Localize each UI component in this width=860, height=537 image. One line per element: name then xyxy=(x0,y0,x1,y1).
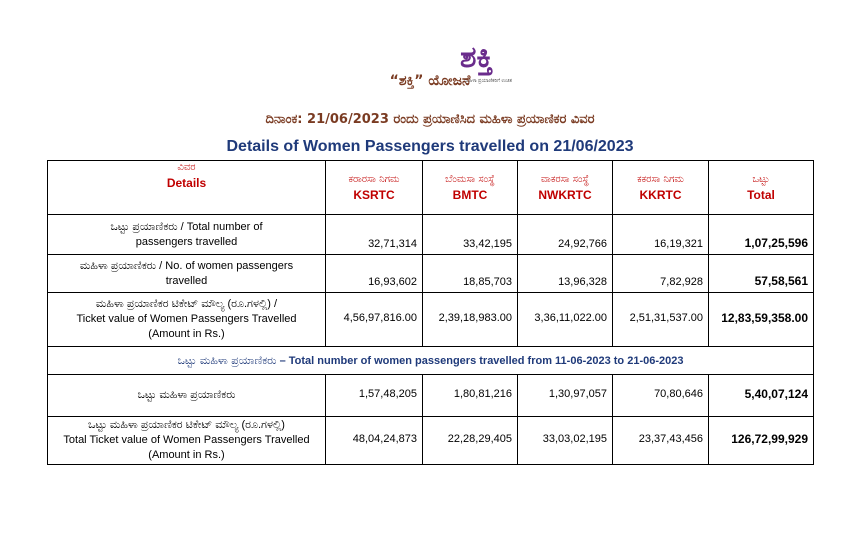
table-row xyxy=(48,375,814,417)
header-nwkrtc-kn: ವಾಕರಸಾ ಸಂಸ್ಥೆ xyxy=(540,173,590,185)
passengers-table xyxy=(47,160,814,465)
header-kkrtc-kn: ಕಕರಸಾ ನಿಗಮ xyxy=(637,173,684,185)
cell-bmtc: 2,39,18,983.00 xyxy=(423,293,518,347)
header-ksrtc-kn: ಕರಾರಸಾ ನಿಗಮ xyxy=(348,173,400,185)
header-ksrtc-en: KSRTC xyxy=(353,187,395,202)
row-label xyxy=(48,417,326,465)
cumulative-band-row xyxy=(48,347,814,375)
date-line-kannada: ದಿನಾಂಕ: 21/06/2023 ರಂದು ಪ್ರಯಾಣಿಸಿದ ಮಹಿಳಾ ಪ್ರಯಾಣಿಕರ ವಿವರ xyxy=(265,112,595,127)
header-bmtc-en: BMTC xyxy=(452,187,488,202)
table-row xyxy=(48,255,814,293)
cell-nwkrtc: 3,36,11,022.00 xyxy=(518,293,613,347)
logo-text: ಶಕ್ತಿ xyxy=(460,40,494,75)
row-label-line: Ticket value of Women Passengers Travelled xyxy=(76,313,297,325)
logo-subtext: ಮಹಿಳಾ ಪ್ರಯಾಣಿಕರಿಗೆ ಉಚಿತ xyxy=(464,78,512,84)
header-details xyxy=(48,161,326,215)
cell-total: 12,83,59,358.00 xyxy=(709,293,814,347)
row-label xyxy=(48,215,326,255)
cell-bmtc: 1,80,81,216 xyxy=(423,375,518,417)
cell-bmtc: 33,42,195 xyxy=(423,215,518,255)
cell-kkrtc: 70,80,646 xyxy=(613,375,709,417)
cell-nwkrtc: 33,03,02,195 xyxy=(518,417,613,465)
header-details-en: Details xyxy=(166,176,207,190)
cell-ksrtc: 16,93,602 xyxy=(326,255,423,293)
row-label-line: ಒಟ್ಟು ಮಹಿಳಾ ಪ್ರಯಾಣಿಕರ ಟಿಕೇಟ್ ಮೌಲ್ಯ (ರೂ.ಗಳಲ್ಲಿ) xyxy=(88,419,285,431)
cell-kkrtc: 23,37,43,456 xyxy=(613,417,709,465)
row-label-line: ಮಹಿಳಾ ಪ್ರಯಾಣಿಕರ ಟಿಕೇಟ್ ಮೌಲ್ಯ (ರೂ.ಗಳಲ್ಲಿ) / xyxy=(95,298,278,310)
cell-nwkrtc: 13,96,328 xyxy=(518,255,613,293)
header-nwkrtc xyxy=(518,161,613,215)
scheme-title: “ಶಕ್ತಿ” ಯೋಜನೆ xyxy=(389,73,471,89)
row-label xyxy=(48,293,326,347)
table-row xyxy=(48,417,814,465)
row-label-line: passengers travelled xyxy=(135,235,238,248)
header-total-kn: ಒಟ್ಟು xyxy=(752,173,770,185)
header-total xyxy=(709,161,814,215)
header-row xyxy=(48,161,814,215)
page-title: Details of Women Passengers travelled on 21/06/2023 xyxy=(226,138,634,155)
row-label-line: ಮಹಿಳಾ ಪ್ರಯಾಣಿಕರು / No. of women passengers xyxy=(79,259,294,272)
cell-kkrtc: 16,19,321 xyxy=(613,215,709,255)
cell-total: 1,07,25,596 xyxy=(709,215,814,255)
header-total-en: Total xyxy=(747,187,775,202)
cell-total: 57,58,561 xyxy=(709,255,814,293)
cell-kkrtc: 2,51,31,537.00 xyxy=(613,293,709,347)
band-english: – Total number of women passengers travelled from 11-06-2023 to 21-06-2023 xyxy=(279,354,684,367)
header-bmtc-kn: ಬೆಂಮಸಾ ಸಂಸ್ಥೆ xyxy=(445,173,495,185)
cell-ksrtc: 48,04,24,873 xyxy=(326,417,423,465)
cell-ksrtc: 32,71,314 xyxy=(326,215,423,255)
cell-ksrtc: 1,57,48,205 xyxy=(326,375,423,417)
header-details-kn: ವಿವರ xyxy=(177,162,196,173)
row-label-line: (Amount in Rs.) xyxy=(148,328,225,340)
cell-nwkrtc: 1,30,97,057 xyxy=(518,375,613,417)
cell-bmtc: 22,28,29,405 xyxy=(423,417,518,465)
row-label-line: travelled xyxy=(165,274,208,287)
row-label-line: (Amount in Rs.) xyxy=(148,449,225,461)
row-label xyxy=(48,375,326,417)
table-row xyxy=(48,293,814,347)
cell-bmtc: 18,85,703 xyxy=(423,255,518,293)
band-kannada: ಒಟ್ಟು ಮಹಿಳಾ ಪ್ರಯಾಣಿಕರು xyxy=(177,353,277,367)
table-row xyxy=(48,215,814,255)
cell-total: 126,72,99,929 xyxy=(709,417,814,465)
row-label xyxy=(48,255,326,293)
cumulative-band xyxy=(48,347,814,375)
cell-total: 5,40,07,124 xyxy=(709,375,814,417)
header-kkrtc xyxy=(613,161,709,215)
cell-nwkrtc: 24,92,766 xyxy=(518,215,613,255)
row-label-line: ಒಟ್ಟು ಪ್ರಯಾಣಿಕರು / Total number of xyxy=(110,220,263,233)
cell-ksrtc: 4,56,97,816.00 xyxy=(326,293,423,347)
cell-kkrtc: 7,82,928 xyxy=(613,255,709,293)
row-label-line: Total Ticket value of Women Passengers Travelled xyxy=(63,434,310,446)
header-kkrtc-en: KKRTC xyxy=(639,187,682,202)
header-ksrtc xyxy=(326,161,423,215)
row-label-line: ಒಟ್ಟು ಮಹಿಳಾ ಪ್ರಯಾಣಿಕರು xyxy=(137,389,236,401)
header-nwkrtc-en: NWKRTC xyxy=(538,187,592,202)
header-bmtc xyxy=(423,161,518,215)
